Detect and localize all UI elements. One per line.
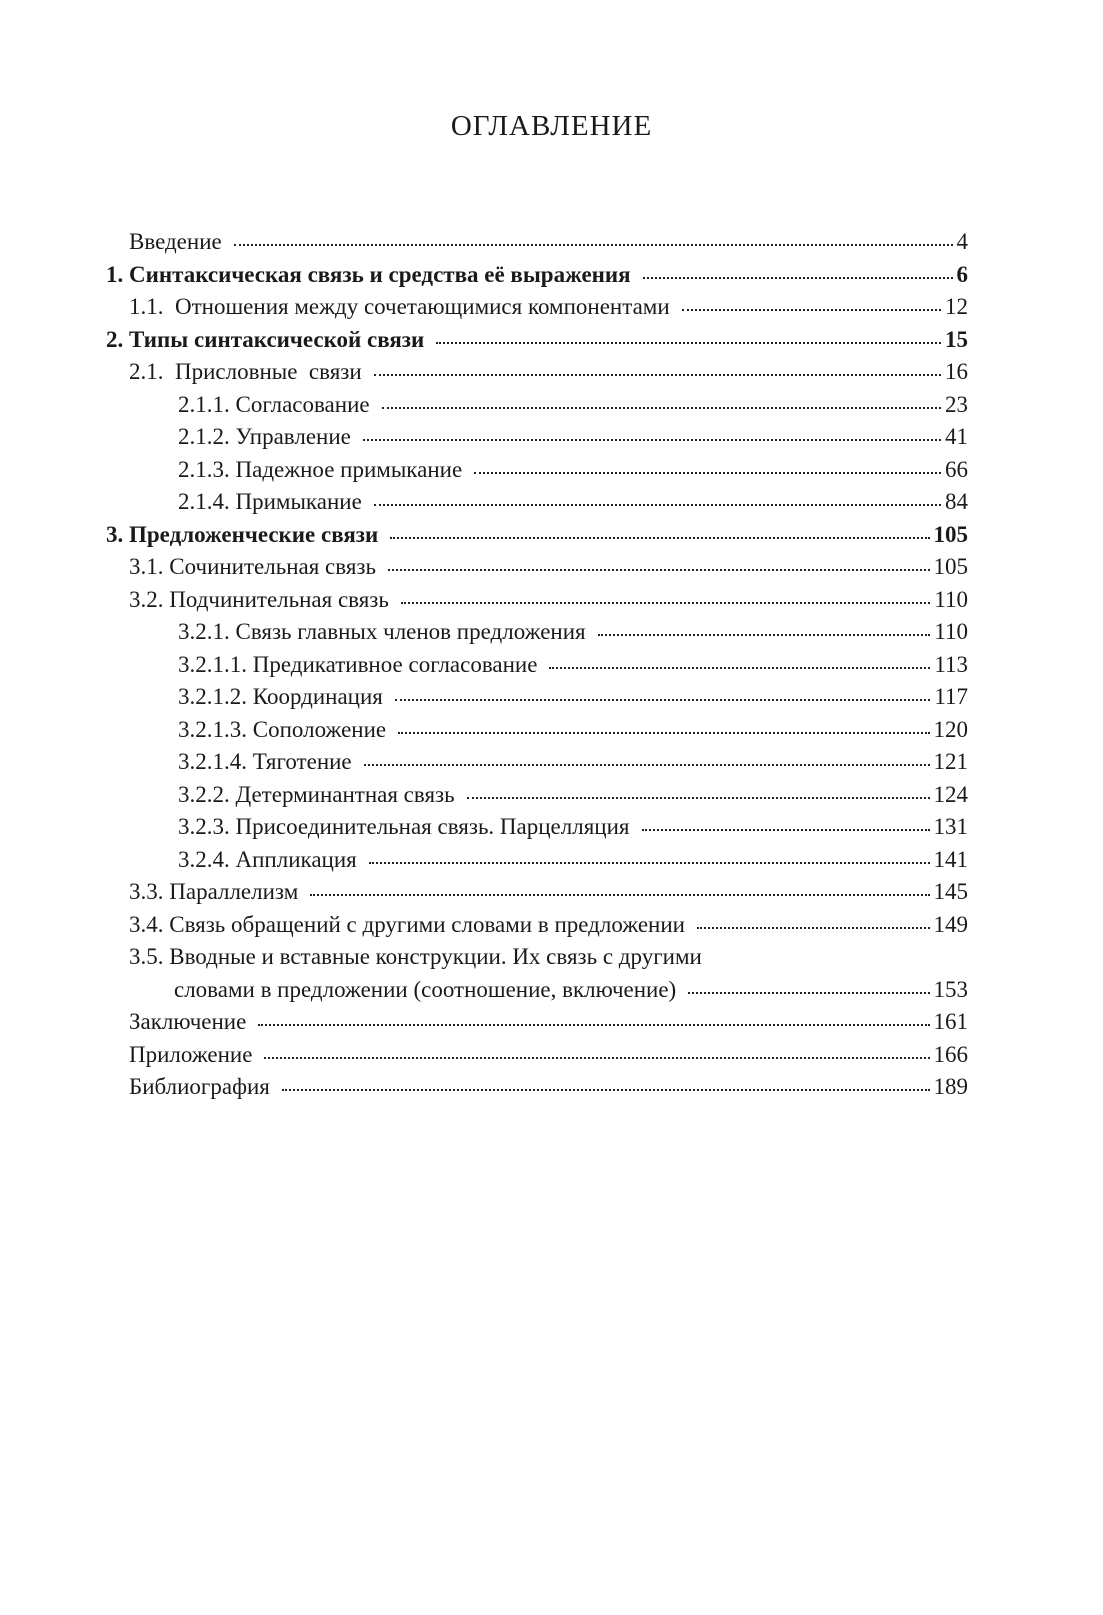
toc-entry-title: 2. Типы синтаксической связи <box>106 327 425 352</box>
toc-entry[interactable] <box>106 259 968 291</box>
dot-leader <box>474 472 941 474</box>
dot-leader <box>395 699 930 701</box>
toc-entry-page-number: 16 <box>945 359 968 384</box>
toc-entry-page-number: 113 <box>934 652 968 677</box>
toc-entry-page-number: 131 <box>933 814 968 839</box>
toc-entry-page-number: 15 <box>945 327 968 352</box>
dot-leader <box>363 439 941 441</box>
dot-leader <box>643 277 953 279</box>
dot-leader <box>642 829 930 831</box>
toc-entry-title: 3.3. Параллелизм <box>129 879 299 904</box>
toc-entry[interactable] <box>129 584 968 616</box>
toc-entry-title: 3.2.4. Аппликация <box>178 847 357 872</box>
dot-leader <box>467 797 930 799</box>
toc-entry-title: Введение <box>129 229 222 254</box>
toc-entry-page-number: 110 <box>934 619 968 644</box>
toc-entry-title: 2.1.4. Примыкание <box>178 489 362 514</box>
toc-entry-page-number: 66 <box>945 457 968 482</box>
dot-leader <box>688 992 929 994</box>
dot-leader <box>310 894 929 896</box>
toc-entry-page-number: 6 <box>956 262 968 287</box>
toc-entry-title: 1.1. Отношения между сочетающимися компонентами <box>129 294 670 319</box>
toc-entry-title: 3.5. Вводные и вставные конструкции. Их связь с другими <box>129 944 702 969</box>
dot-leader <box>682 309 941 311</box>
toc-entry-title: 3.2. Подчинительная связь <box>129 587 389 612</box>
toc-entry-page-number: 153 <box>933 977 968 1002</box>
toc-entry-title: 2.1. Присловные связи <box>129 359 362 384</box>
toc-entry-page-number: 105 <box>933 522 968 547</box>
toc-entry[interactable] <box>106 324 968 356</box>
toc-entry[interactable] <box>178 616 968 648</box>
toc-entry[interactable] <box>129 876 968 908</box>
toc-entry[interactable] <box>178 486 968 518</box>
toc-entry[interactable] <box>178 454 968 486</box>
toc-entry-page-number: 41 <box>945 424 968 449</box>
toc-entry-page-number: 105 <box>933 554 968 579</box>
toc-entry-title: 2.1.1. Согласование <box>178 392 370 417</box>
toc-entry[interactable] <box>178 421 968 453</box>
toc-entry[interactable] <box>129 909 968 941</box>
toc-entry-title: 3.2.1.3. Соположение <box>178 717 387 742</box>
dot-leader <box>697 927 930 929</box>
dot-leader <box>398 732 929 734</box>
toc-entry-page-number: 12 <box>945 294 968 319</box>
dot-leader <box>388 569 930 571</box>
toc-entry-title: 3.2.1.4. Тяготение <box>178 749 352 774</box>
toc-entry-title: словами в предложении (соотношение, включение) <box>174 977 677 1002</box>
toc-entry[interactable] <box>129 1039 968 1071</box>
dot-leader <box>401 602 930 604</box>
toc-entry-title: 3.2.1. Связь главных членов предложения <box>178 619 586 644</box>
toc-entry[interactable] <box>178 714 968 746</box>
toc-entry-page-number: 141 <box>933 847 968 872</box>
dot-leader <box>258 1024 929 1026</box>
dot-leader <box>598 634 931 636</box>
toc-entry[interactable] <box>178 746 968 778</box>
toc-entry-page-number: 149 <box>933 912 968 937</box>
toc-entry[interactable] <box>129 551 968 583</box>
toc-entry[interactable] <box>178 779 968 811</box>
toc-entry-title: 2.1.2. Управление <box>178 424 351 449</box>
dot-leader <box>382 407 941 409</box>
toc-entry-page-number: 110 <box>934 587 968 612</box>
toc-entry-title: 1. Синтаксическая связь и средства её выражения <box>106 262 631 287</box>
toc-entry[interactable] <box>178 681 968 713</box>
toc-entry-title: 3.2.1.1. Предикативное согласование <box>178 652 538 677</box>
toc-entry[interactable] <box>178 844 968 876</box>
toc-entry-page-number: 145 <box>933 879 968 904</box>
dot-leader <box>549 667 930 669</box>
toc-entry-page-number: 161 <box>933 1009 968 1034</box>
toc-entry[interactable] <box>129 941 702 973</box>
toc-entry[interactable] <box>174 974 968 1006</box>
toc-entry-page-number: 166 <box>933 1042 968 1067</box>
toc-entry-page-number: 120 <box>933 717 968 742</box>
toc-entry[interactable] <box>129 1006 968 1038</box>
toc-entry-page-number: 121 <box>933 749 968 774</box>
toc-entry[interactable] <box>129 356 968 388</box>
toc-entry-title: Заключение <box>129 1009 247 1034</box>
dot-leader <box>436 342 941 344</box>
toc-entry-title: 3.2.1.2. Координация <box>178 684 383 709</box>
dot-leader <box>234 244 953 246</box>
toc-entry-page-number: 189 <box>933 1074 968 1099</box>
toc-entry[interactable] <box>106 519 968 551</box>
dot-leader <box>264 1057 929 1059</box>
dot-leader <box>374 504 941 506</box>
toc-entry-title: Приложение <box>129 1042 253 1067</box>
toc-entry-page-number: 23 <box>945 392 968 417</box>
toc-entry-title: Библиография <box>129 1074 270 1099</box>
toc-entry[interactable] <box>178 649 968 681</box>
dot-leader <box>369 862 930 864</box>
toc-entry-title: 3. Предложенческие связи <box>106 522 379 547</box>
toc-entry-title: 3.2.3. Присоединительная связь. Парцелляция <box>178 814 630 839</box>
toc-entry-page-number: 4 <box>956 229 968 254</box>
toc-entry-title: 2.1.3. Падежное примыкание <box>178 457 463 482</box>
toc-entry-page-number: 117 <box>934 684 968 709</box>
toc-entry-title: 3.4. Связь обращений с другими словами в предложении <box>129 912 685 937</box>
toc-entry-page-number: 124 <box>933 782 968 807</box>
dot-leader <box>282 1089 930 1091</box>
page-title: ОГЛАВЛЕНИЕ <box>450 110 653 142</box>
toc-entry[interactable] <box>178 389 968 421</box>
dot-leader <box>364 764 930 766</box>
toc-entry[interactable] <box>129 1071 968 1103</box>
toc-entry[interactable] <box>129 226 968 258</box>
toc-entry-page-number: 84 <box>945 489 968 514</box>
toc-entry[interactable] <box>178 811 968 843</box>
dot-leader <box>374 374 941 376</box>
toc-entry[interactable] <box>129 291 968 323</box>
toc-entry-title: 3.2.2. Детерминантная связь <box>178 782 455 807</box>
dot-leader <box>390 537 929 539</box>
toc-entry-title: 3.1. Сочинительная связь <box>129 554 376 579</box>
